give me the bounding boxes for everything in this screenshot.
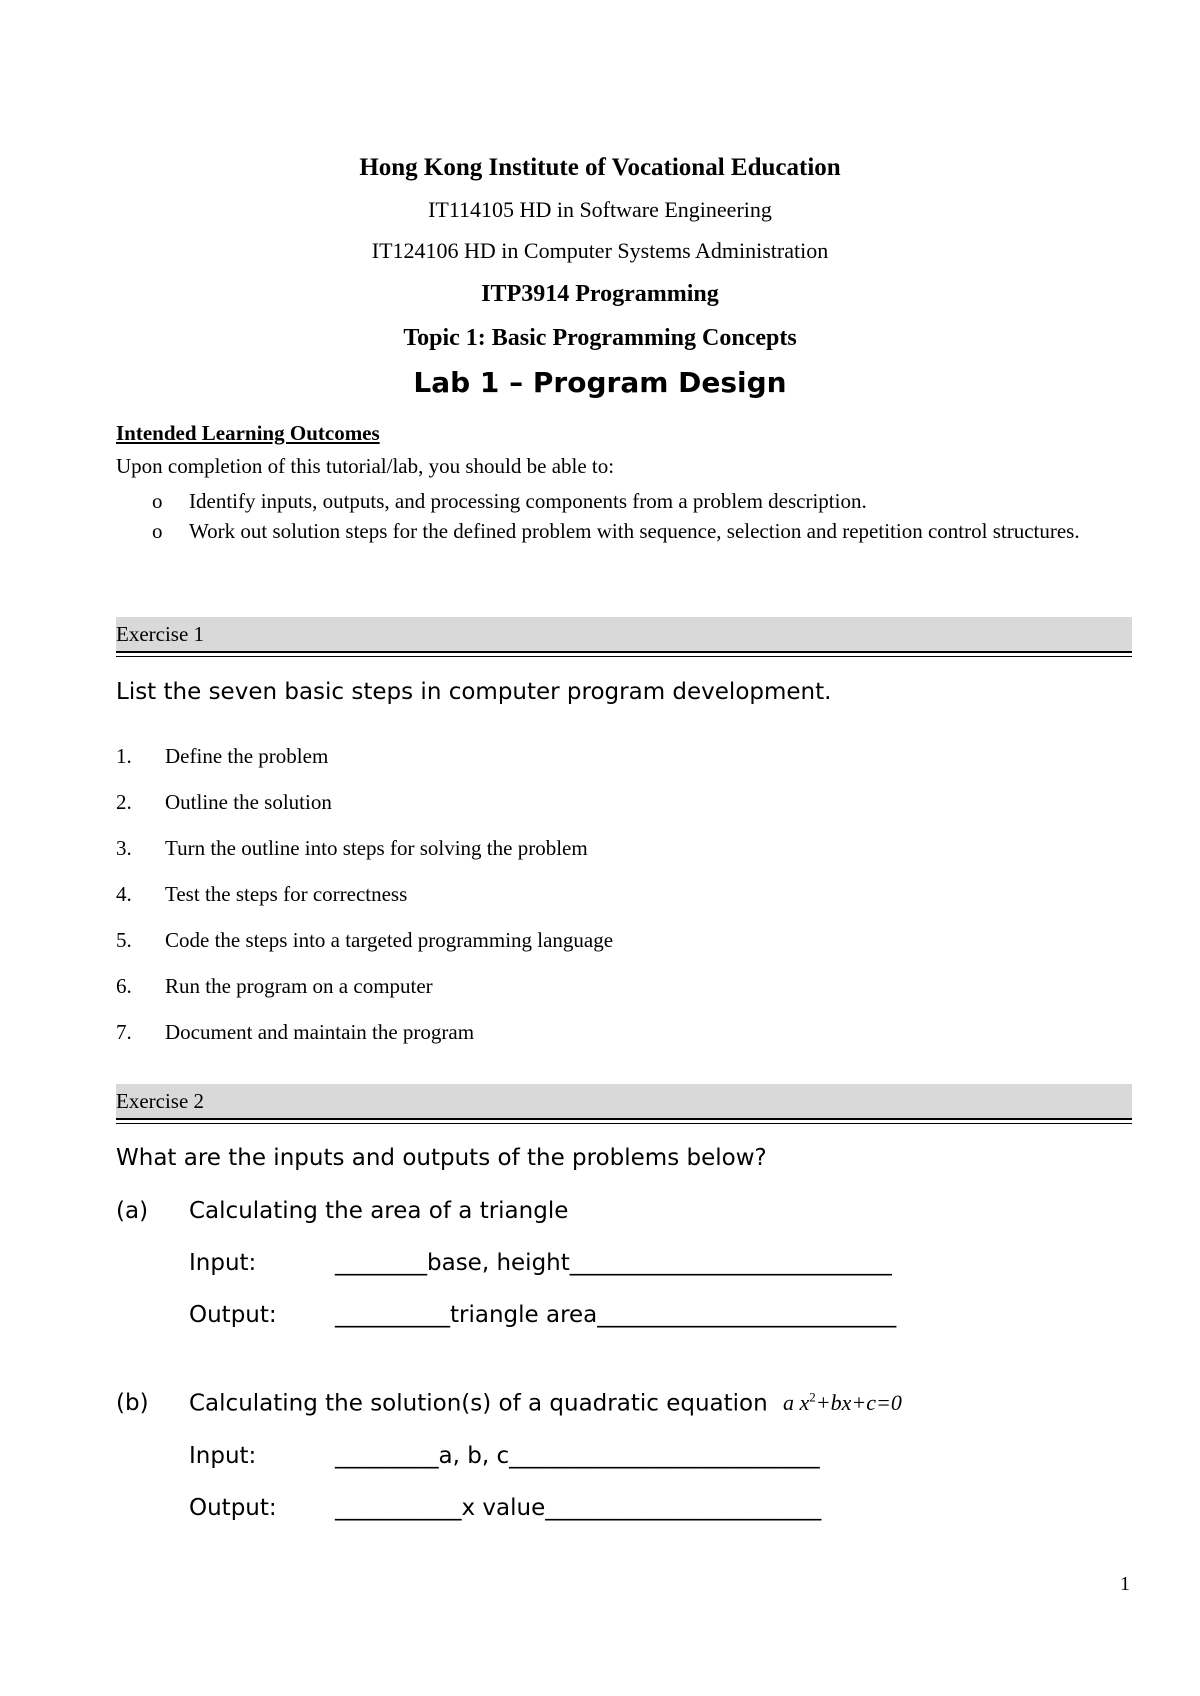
ilo-item [152, 486, 1132, 516]
exercise-1-heading: Exercise 1 [116, 622, 205, 646]
exercise-2-heading-bar [116, 1084, 1132, 1120]
step-text: Run the program on a computer [165, 974, 433, 998]
output-label: Output: [189, 1302, 277, 1328]
step-number: 7. [116, 1020, 132, 1044]
step-text: Code the steps into a targeted programming language [165, 928, 614, 952]
exercise-1-heading-bar [116, 617, 1132, 653]
page-number: 1 [1120, 1573, 1130, 1595]
lab-title: Lab 1 – Program Design [413, 366, 787, 399]
exercise-2-heading: Exercise 2 [116, 1089, 205, 1113]
step-number: 2. [116, 790, 132, 814]
input-answer: _________a, b, c___________________________ [335, 1443, 820, 1469]
institution-name: Hong Kong Institute of Vocational Education [359, 154, 841, 181]
step-number: 3. [116, 836, 132, 860]
step-number: 1. [116, 744, 132, 768]
step-number: 4. [116, 882, 132, 906]
step-text: Turn the outline into steps for solving the problem [165, 836, 588, 860]
step-number: 5. [116, 928, 132, 952]
output-answer: __________triangle area__________________________ [335, 1302, 897, 1328]
step-text: Define the problem [165, 744, 329, 768]
output-label: Output: [189, 1495, 277, 1521]
topic-title: Topic 1: Basic Programming Concepts [403, 325, 797, 351]
part-b-title: Calculating the solution(s) of a quadratic equation [189, 1390, 768, 1417]
output-answer: ___________x value________________________ [335, 1495, 822, 1521]
ilo-item-text: Work out solution steps for the defined problem with sequence, selection and repetition control structures. [189, 519, 1080, 543]
course-title: ITP3914 Programming [481, 281, 719, 307]
ilo-intro: Upon completion of this tutorial/lab, you should be able to: [116, 454, 615, 478]
ilo-item [152, 516, 1132, 546]
ilo-item-text: Identify inputs, outputs, and processing components from a problem description. [189, 489, 867, 513]
programme-line-2: IT124106 HD in Computer Systems Administration [371, 238, 829, 263]
programme-line-1: IT114105 HD in Software Engineering [428, 197, 772, 222]
input-answer: ________base, height____________________________ [335, 1250, 892, 1276]
ilo-heading: Intended Learning Outcomes [116, 421, 380, 445]
input-label: Input: [189, 1443, 257, 1469]
bullet-icon: o [152, 489, 163, 513]
step-number: 6. [116, 974, 132, 998]
part-b-label: (b) [116, 1390, 149, 1416]
exercise-2-question: What are the inputs and outputs of the problems below? [116, 1145, 767, 1171]
part-b-title-wrap [189, 1390, 902, 1416]
bullet-icon: o [152, 519, 163, 543]
step-text: Outline the solution [165, 790, 332, 814]
part-a-label: (a) [116, 1198, 149, 1224]
step-text: Document and maintain the program [165, 1020, 475, 1044]
exercise-1-question: List the seven basic steps in computer program development. [116, 679, 832, 705]
step-text: Test the steps for correctness [165, 882, 408, 906]
part-a-title: Calculating the area of a triangle [189, 1198, 569, 1224]
quadratic-equation: a $x^2+bx+c=0$ [783, 1390, 902, 1416]
input-label: Input: [189, 1250, 257, 1276]
